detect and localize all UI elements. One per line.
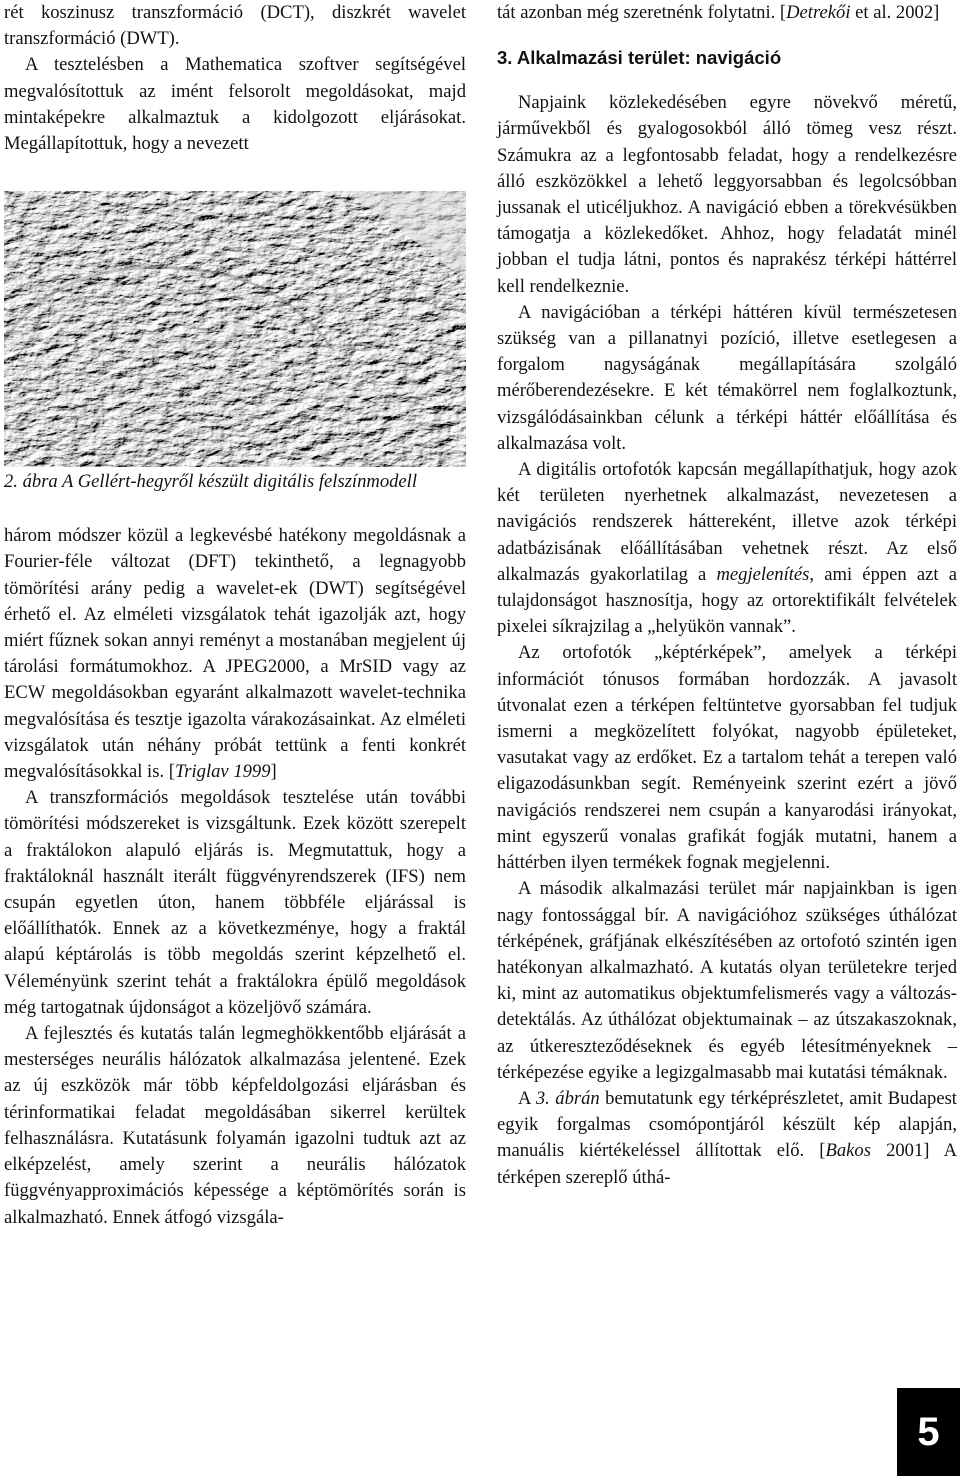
paragraph: rét koszinusz transzformáció (DCT), diszkrét wavelet transzformáció (DWT). (4, 2, 466, 50)
page-number: 5 (897, 1388, 960, 1476)
paragraph: három módszer közül a legkevésbé hatékony megoldásnak a Fourier-féle változat (DFT) tekinthető, a legnagyobb tömörítési arány pedig a wavelet-ek (DWT) segítségével érhető el. Az elméleti vizsgálatok tehát igazolják azt, hogy miért fűznek sokan annyi reményt a mostanában megjelent új tárolási formátumokhoz. A JPEG2000, a MrSID vagy az ECW megoldásokban egyaránt alkalmazott wavelet-technika megvalósítása és tesztje igazolta várakozásainkat. Az elméleti vizsgálatok után néhány próbát tettünk a fenti konkrét megvalósításokkal is. [Triglav 1999] (4, 525, 466, 783)
right-column (497, 0, 957, 1191)
paragraph: A tesztelésben a Mathematica szoftver segítségével megvalósítottuk az imént felsorolt megoldásokat, majd mintaképekre alkalmaztuk a kidolgozott eljárásokat. Megállapítottuk, hogy a nevezett (4, 54, 466, 155)
paragraph: Az ortofotók „képtérképek”, amelyek a térképi információt tónusos formában hordozzák. A javasolt útvonalat ezen a térképen feltüntetve gyorsabban fel tudjuk ismerni a megközelített folyókat, nagyobb épületeket, vasutakat vagy az erdőket. Ez a tartalom tehát a terepen való eligazodásunkban segít. Reményeink szerint ezért a jövő navigációs rendszerei nem csupán a kanyarodási irányokat, mint egyszerű vonalas grafikát fogják mutatni, hanem a háttérben ilyen termékek fognak megjelenni. (497, 642, 957, 874)
paragraph: A 3. ábrán bemutatunk egy térképrészletet, amit Budapest egyik forgalmas csomópontjáról készült kép alapján, manuális kiértékeléssel állítottak elő. [Bakos 2001] A térképen szereplő úthá- (497, 1087, 957, 1188)
paragraph: A digitális ortofotók kapcsán megállapíthatjuk, hogy azok két területen nyerhetnek alkalmazást, nevezetesen a navigációs rendszerek háttereként, illetve azok térképi adatbázisának előállításában vehetnek részt. Az első alkalmazás gyakorlatilag a megjelenítés, ami éppen azt a tulajdonságot hasznosítja, hogy az ortorektifikált felvételek pixelei síkrajzilag a „helyükön vannak”. (497, 459, 957, 638)
figure-elevation-model (4, 191, 466, 467)
section-heading: 3. Alkalmazási terület: navigáció (497, 47, 782, 69)
paragraph: A navigációban a térképi háttéren kívül természetesen szükség van a pillanatnyi pozíció, illetve esetlegesen a forgalom nagyságának megállapítására szolgáló mérőberendezésekre. E két témakörrel nem foglalkoztunk, vizsgálódásainkban célunk a térképi háttér előállítása és alkalmazása volt. (497, 301, 957, 454)
figure-caption: 2. ábra A Gellért-hegyről készült digitális felszínmodell (4, 471, 417, 493)
paragraph: A második alkalmazási terület már napjainkban is igen nagy fontossággal bír. A navigációhoz szükséges úthálózat térképének, gráfjának elkészítésében az ortofotó szintén igen hatékonyan alkalmazható. A kutatás olyan területekre terjed ki, mint az automatikus objektumfelismerés vagy a változás-detektálás. Az úthálózat objektumainak – az útszakaszoknak, az útkereszteződéseknek és egyéb létesítményeknek – térképezése egyike a legizgalmasabb mai kutatási témáknak. (497, 878, 957, 1083)
paragraph: Napjaink közlekedésében egyre növekvő méretű, járművekből és gyalogosokból álló tömeg vesz részt. Számukra az a legfontosabb feladat, hogy a rendelkezésre álló eszközökkel a lehető leggyorsabban és legolcsóbban jussanak el uticéljukhoz. A navigáció ebben a törekvésükben támogatja a közlekedőket. Ahhoz, hogy feladatát minél jobban el tudja látni, pontos és naprakész térképi háttérrel kell rendelkeznie. (497, 92, 957, 297)
paragraph: tát azonban még szeretnénk folytatni. [Detrekői et al. 2002] (497, 2, 940, 23)
paragraph: A fejlesztés és kutatás talán legmeghökkentőbb eljárását a mesterséges neurális hálózatok alkalmazása jelentené. Ezek az új eszközök már több képfeldolgozási eljárásban és térinformatikai feladat megoldásában sikerrel kerültek felhasználásra. Kutatásunk folyamán igazolni tudtuk azt az elképzelést, amely szerint a neurális hálózatok függvényapproximációs képessége a képtömörítés során is alkalmazható. Ennek átfogó vizsgála- (4, 1023, 466, 1228)
paragraph: A transzformációs megoldások tesztelése után további tömörítési módszereket is vizsgáltunk. Ezek között szerepelt a fraktálokon alapuló eljárás is. Megmutattuk, hogy a fraktáloknál használt iterált függvényrendszerek (IFS) nem csupán egyetlen úton, hanem többféle eljárással is előállíthatók. Ennek az a következménye, hogy a fraktál alapú képtárolás is több megoldás szerint képzelhető el. Véleményünk szerint tehát a fraktálokra épülő megoldások még tartogatnak újdonságot a közeljövő számára. (4, 787, 466, 1018)
left-column (4, 0, 466, 1231)
